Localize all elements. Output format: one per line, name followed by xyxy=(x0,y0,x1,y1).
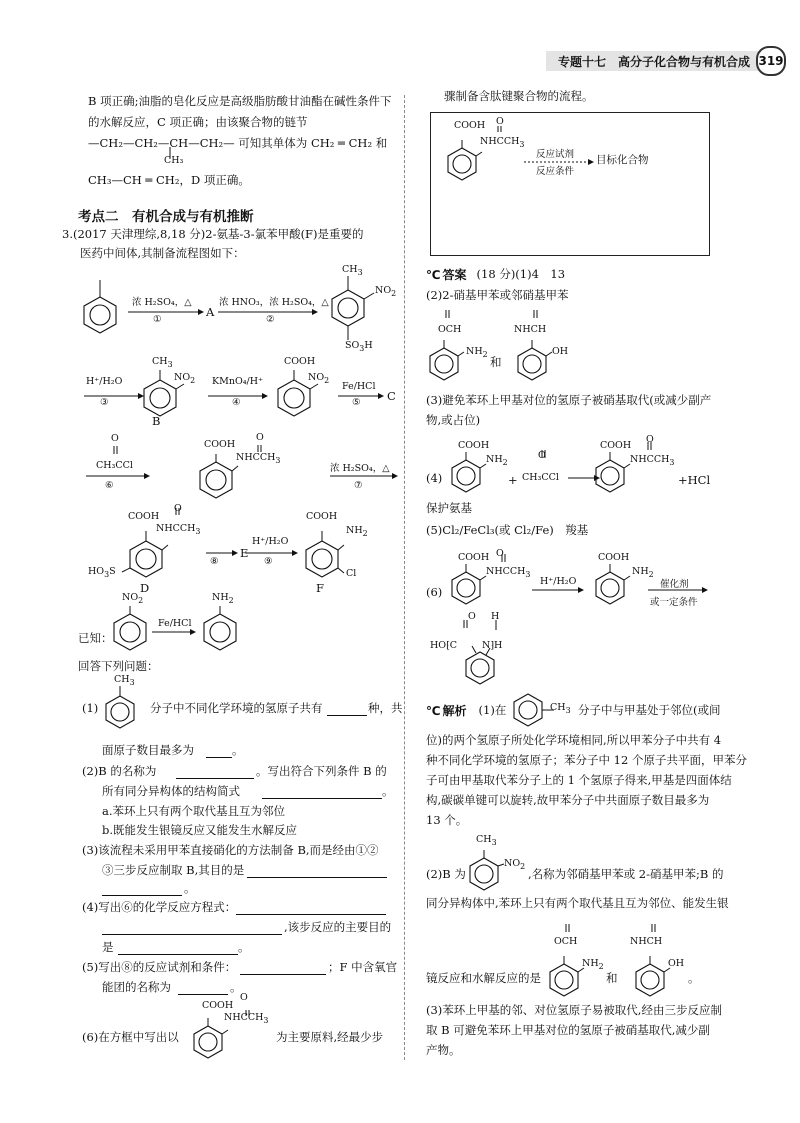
blank-line xyxy=(102,920,282,935)
cooh-label: COOH xyxy=(600,440,632,451)
ho3s-label: $HO_3S$ xyxy=(88,566,116,579)
q3-text: ③三步反应制取 B,其目的是 xyxy=(102,863,245,877)
step-label: ⑥ xyxy=(105,480,114,491)
q3-text: (3)该流程未采用甲苯直接硝化的方法制备 B,而是经由①② xyxy=(82,843,379,857)
product-label: D xyxy=(140,581,150,595)
cooh-label: COOH xyxy=(202,1000,234,1011)
o-label: O xyxy=(240,992,248,1003)
no2-label: $NO_2$ xyxy=(504,858,526,871)
q1-text: 。 xyxy=(232,743,244,757)
and-text: 和 xyxy=(490,355,502,369)
answer-4-purpose: 保护氨基 xyxy=(426,501,472,515)
step-label: ③ xyxy=(100,397,109,408)
nh2-label: $NH_2$ xyxy=(346,525,368,538)
reagent-label: 浓 H₂SO₄，△ xyxy=(132,297,192,308)
nh2-label: $NH_2$ xyxy=(632,566,654,579)
nhcch3-label: $NHCCH_3$ xyxy=(480,136,525,149)
blank-line xyxy=(102,881,182,896)
box-target: 目标化合物 xyxy=(596,154,649,166)
so3h-label: $SO_3H$ xyxy=(345,340,373,353)
analysis-text: 13 个。 xyxy=(426,813,468,827)
prev-answer-line: B 项正确;油脂的皂化反应是高级脂肪酸甘油酯在碱性条件下 xyxy=(88,94,392,108)
ch3-label: $CH_3$ xyxy=(114,674,135,687)
answer-4-num: (4) xyxy=(426,471,443,485)
nh2-label: $NH_2$ xyxy=(466,346,488,359)
product-label: F xyxy=(316,581,324,595)
reagent-label: Fe/HCl xyxy=(158,618,192,629)
section-title: 考点二 有机合成与有机推断 xyxy=(78,209,254,225)
compound-F-structure xyxy=(306,531,344,577)
o-label: O xyxy=(111,433,119,444)
q4-text: ,该步反应的主要目的 xyxy=(284,920,392,934)
blank-line xyxy=(118,940,238,955)
no2-label: $NO_2$ xyxy=(308,372,330,385)
blank-line xyxy=(206,743,232,758)
q6-text: (6)在方框中写出以 xyxy=(82,1030,179,1044)
answer-header xyxy=(426,264,565,285)
reagent-label: 浓 H₂SO₄，△ xyxy=(330,463,390,474)
analysis-text: 同分异构体中,苯环上只有两个取代基且互为邻位、能发生银 xyxy=(426,896,729,910)
q4-text: (4)写出⑥的化学反应方程式： xyxy=(82,900,237,914)
q5-text: 能团的名称为 xyxy=(102,980,171,994)
cooh-label: COOH xyxy=(204,439,236,450)
analysis-label: 解析 xyxy=(442,704,467,718)
blank-line xyxy=(236,900,386,915)
cl-label: Cl xyxy=(346,568,357,579)
prev-answer-line: —CH₂—CH₂—CH—CH₂— 可知其单体为 CH₂ ═ CH₂ 和 xyxy=(88,136,388,150)
product-label: E xyxy=(240,546,249,560)
reagent-label: 催化剂 xyxy=(660,579,689,590)
answer-label: 答案 xyxy=(442,268,467,282)
product-label: A xyxy=(206,305,215,319)
plus-text: + xyxy=(508,473,518,487)
q4-text: 是 xyxy=(102,940,114,954)
question-stem: 3.(2017 天津理综,8,18 分)2-氨基-3-氯苯甲酸(F)是重要的 xyxy=(62,227,364,241)
no2-label: $NO_2$ xyxy=(122,592,144,605)
q2-text: 所有同分异构体的结构简式 xyxy=(102,784,240,798)
cooh-label: COOH xyxy=(128,511,160,522)
analysis-text: 。 xyxy=(688,971,700,985)
nhcch3-label: $NHCCH_3$ xyxy=(156,523,201,536)
blank-line xyxy=(178,980,228,995)
o-label: O xyxy=(174,503,182,514)
analysis-text: 镜反应和水解反应的是 xyxy=(426,971,541,985)
q6-tail: 骤制备含肽键聚合物的流程。 xyxy=(444,89,594,103)
o-label: O xyxy=(538,450,546,461)
reagent-label: 浓 HNO₃，浓 H₂SO₄，△ xyxy=(219,297,329,308)
ch3-label: $CH_3$ xyxy=(152,356,173,369)
page-number: 319 xyxy=(756,46,786,76)
box-condition: 反应条件 xyxy=(536,166,575,177)
answer-icon: ℃ xyxy=(426,267,441,282)
q2-text: 。写出符合下列条件 B 的 xyxy=(256,764,387,778)
reagent-label: KMnO₄/H⁺ xyxy=(212,376,264,387)
cooh-label: COOH xyxy=(458,440,490,451)
analysis-text: 构,碳碳单键可以旋转,故甲苯分子中共面原子数目最多为 xyxy=(426,793,710,807)
och-label: OCH xyxy=(438,324,462,335)
page-header xyxy=(546,48,786,74)
ch3-label: $CH_3$ xyxy=(476,834,497,847)
och-label: OCH xyxy=(554,936,578,947)
analysis-text: (1)在 xyxy=(478,703,507,717)
answer-3: 物,或占位) xyxy=(426,413,481,427)
toluene-structure xyxy=(104,680,144,730)
q2-text: 。 xyxy=(382,784,394,798)
nhcch3-label: $NHCCH_3$ xyxy=(236,452,281,465)
nhcch3-label: $NHCCH_3$ xyxy=(486,566,531,579)
answer-2: (2)2-硝基甲苯或邻硝基甲苯 xyxy=(426,288,569,302)
question-stem: 医药中间体,其制备流程图如下： xyxy=(80,246,245,260)
blank-line xyxy=(262,784,382,799)
step-label: ② xyxy=(266,314,275,325)
answer-3: (3)避免苯环上甲基对位的氢原子被硝基取代(或减少副产 xyxy=(426,393,712,407)
q2-option: b.既能发生银镜反应又能发生水解反应 xyxy=(102,823,298,837)
product-label: C xyxy=(387,389,396,403)
reagent-label: H⁺/H₂O xyxy=(252,536,289,547)
answer-5: (5)Cl₂/FeCl₃(或 Cl₂/Fe) 羧基 xyxy=(426,523,589,537)
analysis-header xyxy=(426,700,506,721)
analysis-text: (2)B 为 xyxy=(426,867,466,881)
nhch-label: NHCH xyxy=(514,324,547,335)
q5-text: (5)写出⑧的反应试剂和条件： xyxy=(82,960,237,974)
step-label: ④ xyxy=(232,397,241,408)
analysis-text: ,名称为邻硝基甲苯或 2-硝基甲苯;B 的 xyxy=(528,867,724,881)
ch3-label: $CH_3$ xyxy=(342,264,363,277)
step-label: ⑤ xyxy=(352,397,361,408)
step-label: ⑧ xyxy=(210,556,219,567)
o-label: O xyxy=(468,611,476,622)
analysis-text: 种不同化学环境的氢原子；苯分子中 12 个原子共平面，甲苯分 xyxy=(426,753,747,767)
answer-6-num: (6) xyxy=(426,585,443,599)
analysis-text: 位)的两个氢原子所处化学环境相同,所以甲苯分子中共有 4 xyxy=(426,733,722,747)
analysis-text: 分子中与甲基处于邻位(或间 xyxy=(578,703,721,717)
nhcch3-label: $NHCCH_3$ xyxy=(630,454,675,467)
prev-answer-ch3: CH₃ xyxy=(164,155,184,166)
reagent-label: Fe/HCl xyxy=(342,381,376,392)
sulfonated-nitrotoluene-structure xyxy=(332,276,374,340)
o-label: O xyxy=(646,434,654,445)
cooh-label: COOH xyxy=(306,511,338,522)
answer-1: (18 分)(1)4 13 xyxy=(476,267,566,281)
step-label: ⑨ xyxy=(264,556,273,567)
q5-text: 。 xyxy=(230,980,242,994)
q6-text: 为主要原料,经最少步 xyxy=(276,1030,384,1044)
q1-text: 分子中不同化学环境的氢原子共有 xyxy=(150,701,323,715)
and-text: 和 xyxy=(606,971,618,985)
cooh-label: COOH xyxy=(598,552,630,563)
analysis-text: 子可由甲基取代苯分子上的 1 个氢原子得来,甲基是四面体结 xyxy=(426,773,732,787)
answer-4-hcl: +HCl xyxy=(678,473,711,487)
reagent-label: H⁺/H₂O xyxy=(86,376,123,387)
nh2-label: $NH_2$ xyxy=(486,454,508,467)
analysis-icon: ℃ xyxy=(426,703,441,718)
blank-line xyxy=(240,960,326,975)
no2-label: $NO_2$ xyxy=(375,285,397,298)
q5-text: ；F 中含氧官 xyxy=(328,960,398,974)
reagent-label: CH₃CCl xyxy=(96,460,133,471)
o-label: O xyxy=(256,432,264,443)
known-label: 已知： xyxy=(78,631,113,645)
q3-text: 。 xyxy=(184,881,196,895)
analysis-text: 产物。 xyxy=(426,1043,461,1057)
o-label: O xyxy=(496,548,504,559)
reagent-label: 或一定条件 xyxy=(650,597,698,608)
polyamide-structure xyxy=(426,612,546,692)
answer-4-reagent: CH₃CCl xyxy=(522,472,559,483)
nhch-label: NHCH xyxy=(630,936,663,947)
blank-line xyxy=(327,701,367,716)
polymer-chain-label: HO⁅C xyxy=(430,640,458,651)
q1-text: 种，共 xyxy=(368,701,403,715)
reagent-label: H⁺/H₂O xyxy=(540,576,577,587)
prev-answer-line: CH₃—CH ═ CH₂，D 项正确。 xyxy=(88,173,250,187)
blank-line xyxy=(176,764,254,779)
step-label: ① xyxy=(153,314,162,325)
blank-line xyxy=(247,863,387,878)
polymer-chain-label: N⁆H xyxy=(482,640,503,651)
column-divider xyxy=(404,95,405,1060)
oh-label: OH xyxy=(552,346,569,357)
toluene-structure xyxy=(84,280,116,333)
o-label: O xyxy=(496,116,504,127)
chapter-title: 专题十七 高分子化合物与有机合成 xyxy=(546,51,760,71)
box-reagent: 反应试剂 xyxy=(536,149,575,160)
h-label: H xyxy=(491,611,500,622)
answer-prompt: 回答下列问题： xyxy=(78,659,159,673)
q1-number: (1) xyxy=(82,701,99,715)
cooh-label: COOH xyxy=(454,120,486,131)
nhcch3-label: $NHCCH_3$ xyxy=(224,1012,269,1025)
oh-label: OH xyxy=(668,958,685,969)
analysis-text: 取 B 可避免苯环上甲基对位的氢原子被硝基取代,减少副 xyxy=(426,1023,710,1037)
q4-text: 。 xyxy=(238,940,250,954)
analysis-text: (3)苯环上甲基的邻、对位氢原子易被取代,经由三步反应制 xyxy=(426,1003,722,1017)
nitrotoluene-structure xyxy=(464,846,534,896)
cooh-label: COOH xyxy=(458,552,490,563)
nh2-label: $NH_2$ xyxy=(582,958,604,971)
prev-answer-line: 的水解反应，C 项正确；由该聚合物的链节 xyxy=(88,115,308,129)
nh2-label: $NH_2$ xyxy=(212,592,234,605)
step-label: ⑦ xyxy=(354,480,363,491)
q2-option: a.苯环上只有两个取代基且互为邻位 xyxy=(102,804,286,818)
q2-text: (2)B 的名称为 xyxy=(82,764,157,778)
cooh-label: COOH xyxy=(284,356,316,367)
no2-label: $NO_2$ xyxy=(174,372,196,385)
product-label: B xyxy=(152,414,161,428)
q1-text: 面原子数目最多为 xyxy=(102,743,194,757)
ch3-label: $CH_3$ xyxy=(550,702,571,715)
scheme-row-2 xyxy=(80,358,400,428)
